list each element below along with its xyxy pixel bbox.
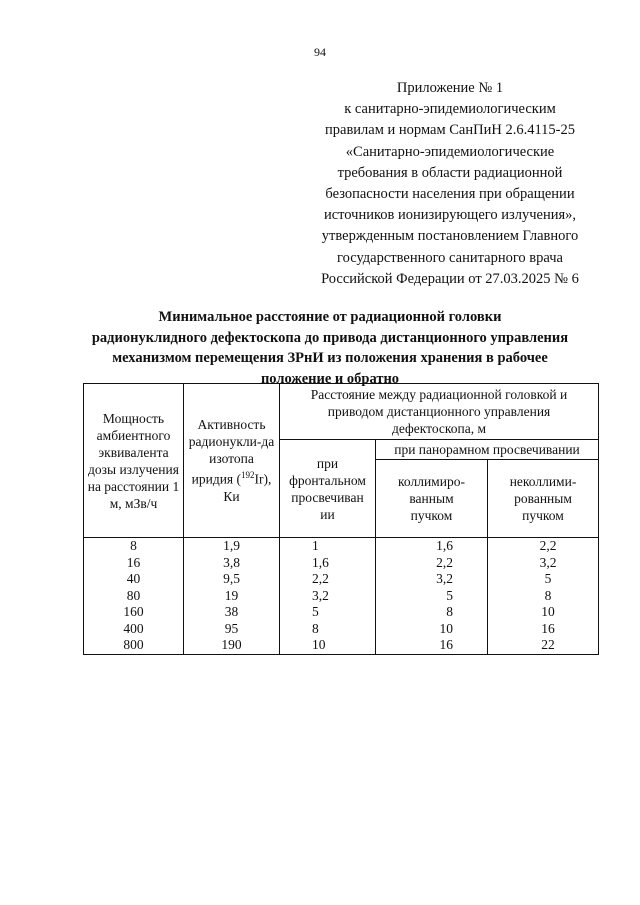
cell-collimated: 16 — [376, 637, 488, 654]
cell-activity: 38 — [184, 604, 280, 621]
appendix-line: безопасности населения при обращении — [325, 186, 575, 203]
cell-frontal: 1,6 — [280, 555, 376, 572]
table-row — [84, 604, 599, 621]
cell-frontal: 1 — [280, 538, 376, 555]
cell-noncollimated: 10 — [488, 604, 599, 621]
appendix-line: государственного санитарного врача — [337, 249, 563, 266]
header-activity-isotope-sup: 192 — [241, 470, 255, 481]
cell-activity: 190 — [184, 637, 280, 654]
distance-table — [83, 383, 599, 655]
table-row — [84, 538, 599, 555]
cell-collimated: 5 — [376, 588, 488, 605]
header-collimated: коллимиро-ванным пучком — [376, 460, 488, 538]
cell-frontal: 2,2 — [280, 571, 376, 588]
document-title — [70, 307, 590, 389]
appendix-line: утвержденным постановлением Главного — [321, 228, 579, 245]
table-body — [84, 538, 599, 655]
page-number: 94 — [314, 45, 326, 59]
table-row — [84, 571, 599, 588]
cell-dose-rate: 16 — [84, 555, 184, 572]
appendix-header — [300, 78, 600, 290]
cell-frontal: 10 — [280, 637, 376, 654]
cell-noncollimated: 22 — [488, 637, 599, 654]
table-row — [84, 637, 599, 654]
appendix-line: правилам и нормам СанПиН 2.6.4115-25 — [325, 122, 575, 139]
cell-frontal: 5 — [280, 604, 376, 621]
cell-collimated: 3,2 — [376, 571, 488, 588]
cell-frontal: 3,2 — [280, 588, 376, 605]
appendix-line: требования в области радиационной — [337, 164, 563, 181]
header-activity-suffix: Ir), Ки — [223, 471, 272, 504]
cell-frontal: 8 — [280, 621, 376, 638]
cell-activity: 1,9 — [184, 538, 280, 555]
appendix-line: к санитарно-эпидемиологическим — [344, 101, 556, 118]
header-noncollimated: неколлими-рованным пучком — [488, 460, 599, 538]
cell-collimated: 2,2 — [376, 555, 488, 572]
cell-dose-rate: 160 — [84, 604, 184, 621]
cell-noncollimated: 16 — [488, 621, 599, 638]
cell-activity: 95 — [184, 621, 280, 638]
appendix-line: Приложение № 1 — [396, 80, 504, 96]
cell-dose-rate: 800 — [84, 637, 184, 654]
cell-dose-rate: 8 — [84, 538, 184, 555]
cell-noncollimated: 3,2 — [488, 555, 599, 572]
appendix-line: Российской Федерации от 27.03.2025 № 6 — [321, 270, 579, 287]
header-panoramic: при панорамном просвечивании — [376, 440, 599, 460]
cell-activity: 19 — [184, 588, 280, 605]
cell-dose-rate: 80 — [84, 588, 184, 605]
title-line: положение и обратно — [260, 370, 400, 387]
title-line: механизмом перемещения ЗРнИ из положения хранения в рабочее — [112, 350, 548, 366]
header-activity — [184, 384, 280, 538]
cell-noncollimated: 5 — [488, 571, 599, 588]
cell-collimated: 1,6 — [376, 538, 488, 555]
cell-activity: 9,5 — [184, 571, 280, 588]
title-line: радионуклидного дефектоскопа до привода дистанционного управления — [91, 329, 569, 346]
table-row — [84, 588, 599, 605]
appendix-line: источников ионизирующего излучения», — [323, 207, 577, 224]
header-activity-prefix: Активность радионукли-да изотопа иридия ( — [188, 417, 275, 487]
cell-activity: 3,8 — [184, 555, 280, 572]
cell-dose-rate: 400 — [84, 621, 184, 638]
cell-noncollimated: 2,2 — [488, 538, 599, 555]
appendix-line: «Санитарно-эпидемиологические — [345, 143, 555, 160]
title-line: Минимальное расстояние от радиационной головки — [158, 309, 502, 325]
header-distance: Расстояние между радиационной головкой и приводом дистанционного управления дефектоскопа, м — [280, 384, 599, 440]
table-row — [84, 555, 599, 572]
table-row — [84, 621, 599, 638]
cell-noncollimated: 8 — [488, 588, 599, 605]
header-frontal: при фронтальном просвечиван ии — [280, 440, 376, 538]
cell-collimated: 8 — [376, 604, 488, 621]
cell-collimated: 10 — [376, 621, 488, 638]
cell-dose-rate: 40 — [84, 571, 184, 588]
header-dose-rate: Мощность амбиентного эквивалента дозы излучения на расстоянии 1 м, мЗв/ч — [84, 384, 184, 538]
